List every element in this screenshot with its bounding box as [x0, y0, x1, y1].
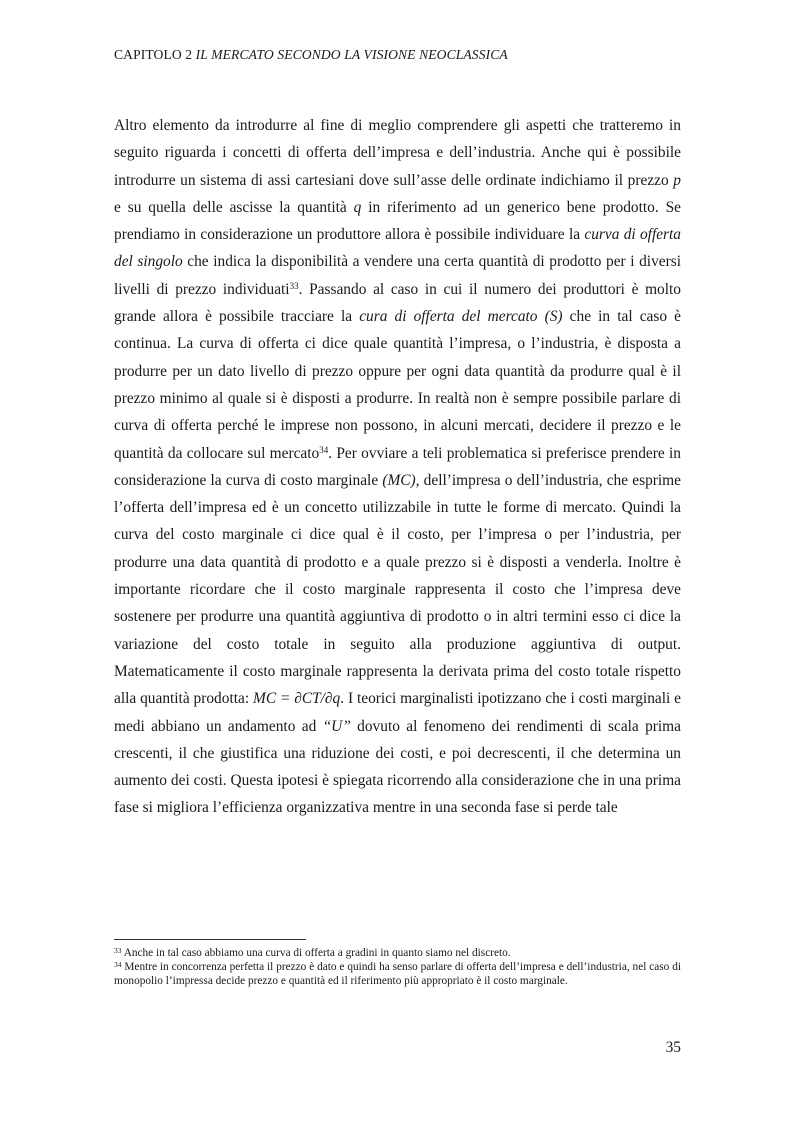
text-segment: che in tal caso è continua. La curva di offerta ci dice quale quantità l’impresa, o l’industria, è disposta a produrre per un dato livello di prezzo oppure per ogni data quantità da produrre qual è il prezzo minimo al quale si è disposti a produrre. In realtà non è sempre possibile parlare di curva di offerta perché le imprese non possono, in alcuni mercati, decidere il prezzo e le quantità da collocare sul mercato — [114, 308, 681, 462]
footnote-separator — [114, 939, 306, 940]
text-segment: . Per ovviare a teli problematica si preferisce prendere in considerazione la curva di costo marginale — [114, 444, 681, 489]
quantity-variable: q — [353, 198, 362, 216]
footnotes — [114, 946, 681, 989]
running-header — [114, 47, 684, 63]
footnote-text: Anche in tal caso abbiamo una curva di offerta a gradini in quanto siamo nel discreto. — [121, 947, 511, 959]
chapter-label: CAPITOLO 2 — [114, 47, 193, 62]
footnote-number: 34 — [114, 960, 122, 970]
text-segment: dell’impresa o dell’industria, che esprime l’offerta dell’impresa ed è un concetto utilizzabile in tutte le forme di mercato. Quindi la curva del costo marginale ci dice qual è il costo, per l’impresa o per l’industria, per produrre una data quantità di prodotto e a quale prezzo si è disposti a venderla. Inoltre è importante ricordare che il costo marginale rappresenta il costo che l’impresa deve sostenere per produrre una quantità aggiuntiva di prodotto o in altri termini esso ci dice la variazione del costo totale in seguito alla produzione aggiuntiva di output. Matematicamente il costo marginale rappresenta la derivata prima del costo totale rispetto alla quantità prodotta: — [114, 471, 681, 708]
text-segment: e su quella delle ascisse la quantità — [114, 198, 354, 216]
text-segment: . I teorici marginalisti ipotizzano che i costi marginali e medi abbiano un andamento ad — [114, 690, 681, 735]
marginal-cost-formula: MC = ∂CT/∂q — [253, 690, 341, 708]
text-segment: . Passando al caso in cui il numero dei produttori è molto grande allora è possibile tracciare la — [114, 280, 681, 326]
text-segment: dovuto al fenomeno dei rendimenti di scala prima crescenti, il che giustifica una riduzione dei costi, e poi decrescenti, il che determina un aumento dei costi. Questa ipotesi è spiegata ricorrendo alla considerazione che in una prima fase si migliora l’efficienza organizzativa mentre in una seconda fase si perde tale — [114, 717, 681, 817]
chapter-title: IL MERCATO SECONDO LA VISIONE NEOCLASSICA — [195, 47, 508, 62]
text-segment: che indica la disponibilità a vendere una certa quantità di prodotto per i diversi livelli di prezzo individuati — [114, 253, 681, 298]
term-mc: (MC), — [382, 471, 420, 489]
footnote-33 — [114, 946, 681, 960]
footnote-ref-34[interactable]: 34 — [319, 444, 329, 455]
text-segment: in riferimento ad un generico bene prodotto. Se prendiamo in considerazione un produttore allora è possibile individuare la — [114, 198, 681, 244]
term-u-shape: “U” — [322, 717, 351, 735]
footnote-ref-33[interactable]: 33 — [289, 280, 299, 291]
body-paragraph — [114, 112, 681, 822]
term-curva-singolo: curva di offerta del singolo — [114, 226, 682, 271]
footnote-text: Mentre in concorrenza perfetta il prezzo è dato e quindi ha senso parlare di offerta dell’impresa e dell’industria, nel caso di monopolio l’impressa decide prezzo e quantità ed il riferimento più appropriato è il costo marginale. — [114, 961, 681, 988]
text-segment: Altro elemento da introdurre al fine di meglio comprendere gli aspetti che tratteremo in seguito riguarda i concetti di offerta dell’impresa e dell’industria. Anche qui è possibile introdurre un sistema di assi cartesiani dove sull’asse delle ordinate indichiamo il prezzo — [114, 117, 681, 189]
page-number: 35 — [665, 1039, 681, 1056]
footnote-34 — [114, 960, 681, 988]
term-cura-mercato: cura di offerta del mercato (S) — [359, 308, 563, 326]
footnote-number: 33 — [114, 946, 122, 955]
price-variable: p — [673, 171, 681, 189]
